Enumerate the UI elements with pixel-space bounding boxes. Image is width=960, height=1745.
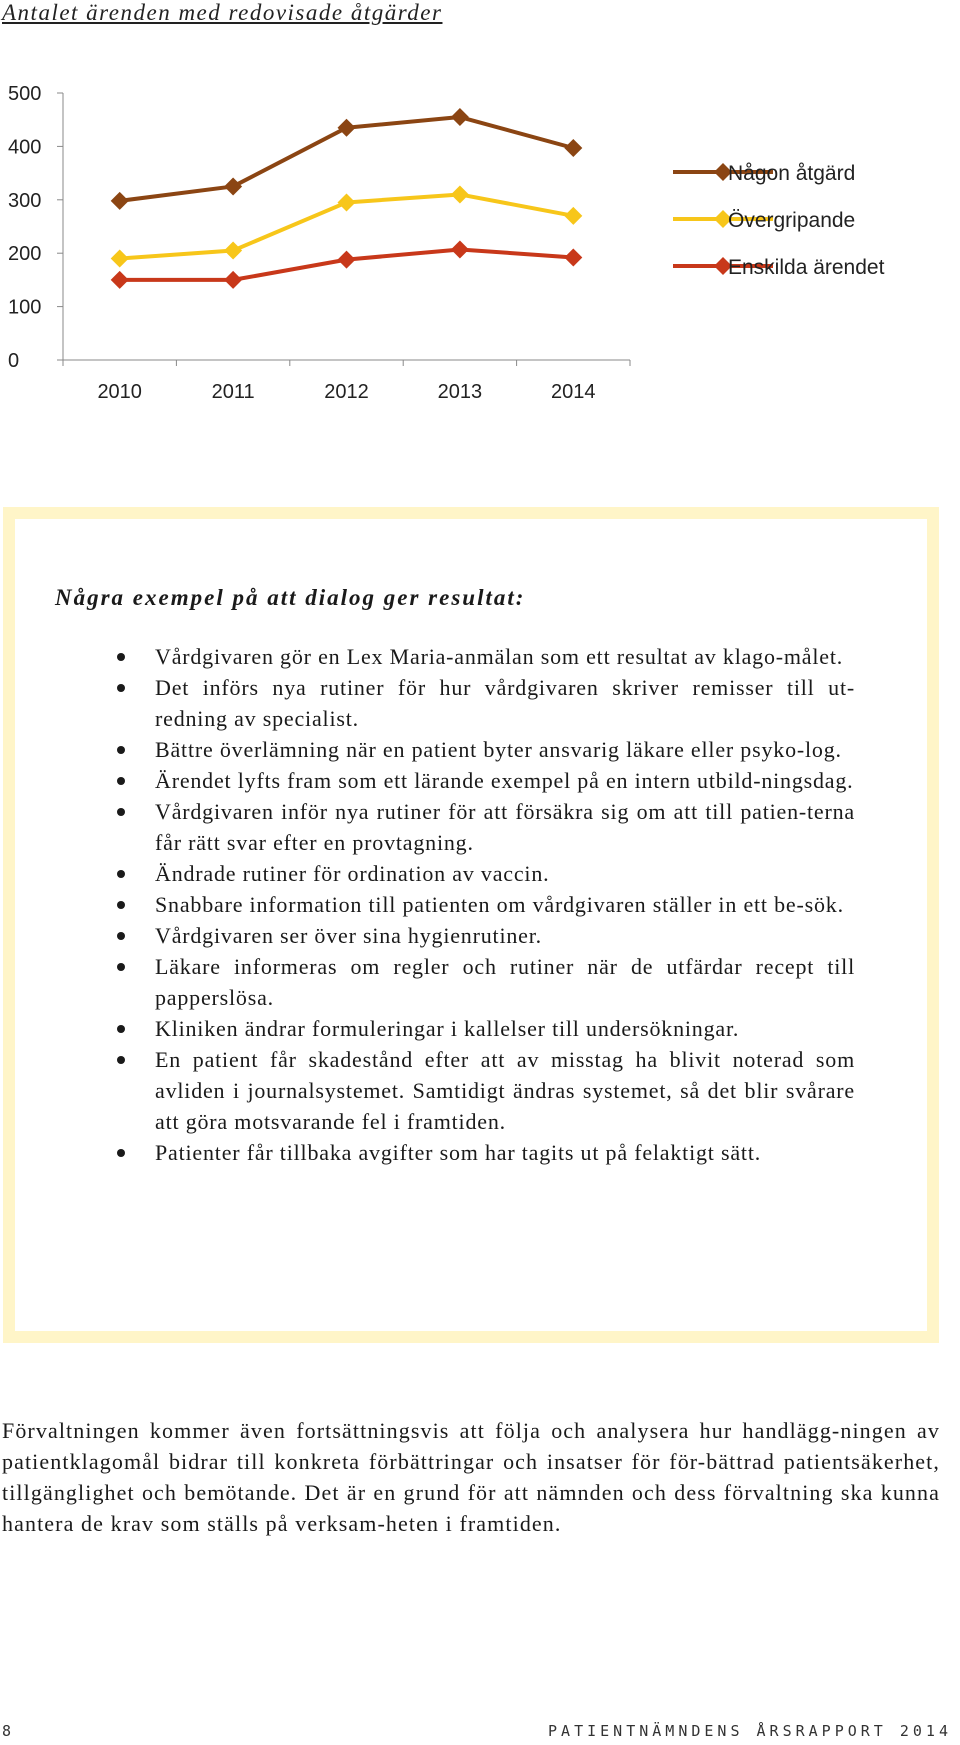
y-tick-label: 200 xyxy=(8,243,42,266)
data-point xyxy=(338,193,356,211)
list-item-text: Kliniken ändrar formuleringar i kallelser till undersökningar. xyxy=(155,1016,740,1041)
list-item-text: Ärendet lyfts fram som ett lärande exempel på en intern utbild-ningsdag. xyxy=(155,768,854,793)
legend-label: Enskilda ärendet xyxy=(728,256,885,279)
list-item-text: Vårdgivaren ser över sina hygienrutiner. xyxy=(155,923,542,948)
bullet-icon xyxy=(117,901,125,909)
chart-title: Antalet ärenden med redovisade åtgärder xyxy=(2,0,443,25)
list-item-text: Snabbare information till patienten om vårdgivaren ställer in ett be-sök. xyxy=(155,892,844,917)
list-item xyxy=(155,1137,855,1168)
list-item xyxy=(155,858,855,889)
x-tick-label: 2011 xyxy=(211,381,255,403)
bullet-icon xyxy=(117,777,125,785)
line-chart xyxy=(0,60,960,420)
list-item xyxy=(155,951,855,1013)
list-item xyxy=(155,765,855,796)
bullet-icon xyxy=(117,808,125,816)
list-item-text: Vårdgivaren gör en Lex Maria-anmälan som ett resultat av klago-målet. xyxy=(155,644,844,669)
list-item-text: Läkare informeras om regler och rutiner när de utfärdar recept till papperslösa. xyxy=(155,954,855,1010)
x-tick-label: 2012 xyxy=(324,381,369,403)
examples-box xyxy=(3,507,939,1343)
bullet-icon xyxy=(117,932,125,940)
x-tick-label: 2010 xyxy=(97,381,142,403)
data-point xyxy=(111,192,129,210)
bullet-icon xyxy=(117,1149,125,1157)
footer-page-number: 8 xyxy=(2,1722,12,1740)
data-point xyxy=(451,240,469,258)
bullet-icon xyxy=(117,1056,125,1064)
data-point xyxy=(451,185,469,203)
examples-list xyxy=(55,641,855,1168)
list-item xyxy=(155,1044,855,1137)
list-item-text: Bättre överlämning när en patient byter ansvarig läkare eller psyko-log. xyxy=(155,737,842,762)
y-tick-label: 300 xyxy=(8,189,42,212)
bullet-icon xyxy=(117,963,125,971)
list-item xyxy=(155,889,855,920)
data-point xyxy=(451,108,469,126)
list-item xyxy=(155,796,855,858)
data-point xyxy=(224,242,242,260)
list-item-text: Patienter får tillbaka avgifter som har tagits ut på felaktigt sätt. xyxy=(155,1140,762,1165)
data-point xyxy=(338,119,356,137)
list-item xyxy=(155,641,855,672)
data-point xyxy=(224,177,242,195)
footer-report-title: PATIENTNÄMNDENS ÅRSRAPPORT 2014 xyxy=(548,1722,952,1740)
list-item xyxy=(155,672,855,734)
data-point xyxy=(564,139,582,157)
y-tick-label: 500 xyxy=(8,83,42,105)
data-point xyxy=(224,271,242,289)
bullet-icon xyxy=(117,1025,125,1033)
y-tick-label: 400 xyxy=(8,136,42,159)
data-point xyxy=(564,207,582,225)
legend-label: Någon åtgärd xyxy=(728,162,856,185)
data-point xyxy=(564,248,582,266)
list-item xyxy=(155,1013,855,1044)
list-item-text: Vårdgivaren inför nya rutiner för att försäkra sig om att till patien-terna får rätt svar efter en provtagning. xyxy=(155,799,855,855)
data-point xyxy=(111,250,129,268)
legend-label: Övergripande xyxy=(728,209,856,232)
bullet-icon xyxy=(117,870,125,878)
data-point xyxy=(338,251,356,269)
list-item xyxy=(155,920,855,951)
data-point xyxy=(111,271,129,289)
y-tick-label: 100 xyxy=(8,296,42,319)
list-item-text: En patient får skadestånd efter att av misstag ha blivit noterad som avliden i journalsystemet. Samtidigt ändras systemet, så det blir svårare att göra motsvarande fel i framtiden. xyxy=(155,1047,855,1134)
examples-box-inner xyxy=(15,519,927,1331)
examples-heading: Några exempel på att dialog ger resultat: xyxy=(55,585,526,610)
x-tick-label: 2014 xyxy=(551,381,596,403)
bullet-icon xyxy=(117,684,125,692)
y-tick-label: 0 xyxy=(8,350,20,372)
list-item xyxy=(155,734,855,765)
body-paragraph: Förvaltningen kommer även fortsättningsvis att följa och analysera hur handlägg-ningen av patientklagomål bidrar till konkreta förbättringar och insatser för för-bättrad patientsäkerhet, tillgänglighet och bemötande. Det är en grund för att nämnden och dess förvaltning ska kunna hantera de krav som ställs på verksam-heten i framtiden. xyxy=(2,1418,940,1536)
bullet-icon xyxy=(117,746,125,754)
list-item-text: Det införs nya rutiner för hur vårdgivaren skriver remisser till ut-redning av specialist. xyxy=(155,675,855,731)
bullet-icon xyxy=(117,653,125,661)
x-tick-label: 2013 xyxy=(437,381,483,403)
list-item-text: Ändrade rutiner för ordination av vaccin. xyxy=(155,861,550,886)
